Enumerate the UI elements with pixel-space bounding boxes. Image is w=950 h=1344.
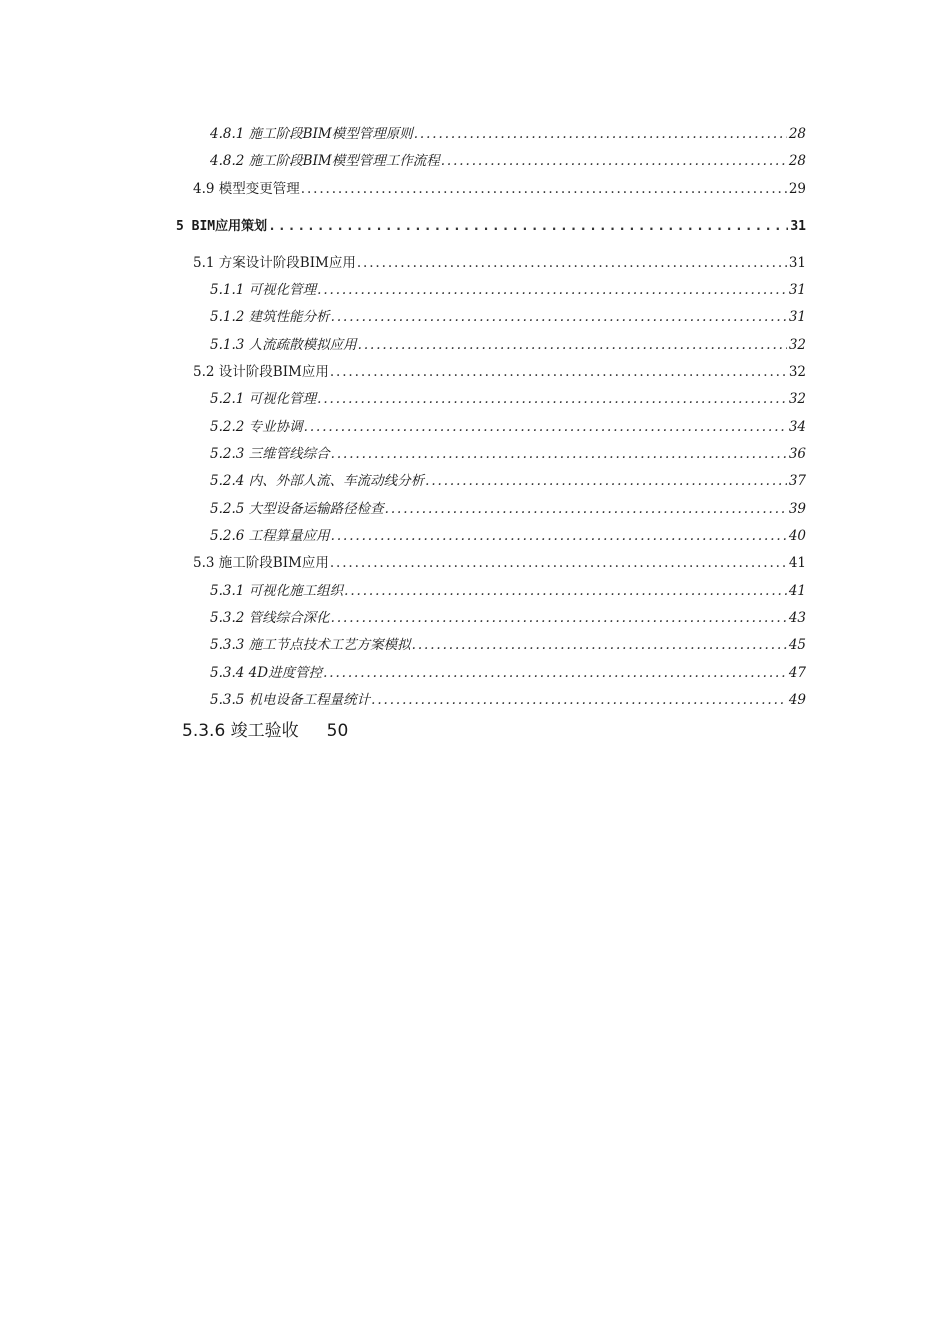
toc-page-number: 39 xyxy=(788,501,806,517)
toc-entry[interactable] xyxy=(210,468,806,495)
toc-entry-title: 4.8.1 施工阶段BIM模型管理原则 xyxy=(210,126,413,142)
toc-dot-leader xyxy=(371,687,787,714)
toc-dot-leader xyxy=(317,386,787,413)
toc-entry[interactable] xyxy=(210,605,806,632)
toc-entry-title: 4.9 模型变更管理 xyxy=(193,181,300,197)
toc-entry[interactable] xyxy=(193,250,806,277)
toc-page-number: 43 xyxy=(788,610,806,626)
toc-page-number: 40 xyxy=(788,528,806,544)
toc-entry-title: 5.1.3 人流疏散模拟应用 xyxy=(210,337,357,353)
toc-entry-title: 5.2.4 内、外部人流、车流动线分析 xyxy=(210,473,425,489)
toc-page-number: 37 xyxy=(788,473,806,489)
toc-dot-leader xyxy=(412,632,787,659)
toc-entry[interactable] xyxy=(210,304,806,331)
toc-entry[interactable] xyxy=(210,414,806,441)
toc-entry-title: 5.2.6 工程算量应用 xyxy=(210,528,330,544)
toc-page-number: 32 xyxy=(788,391,806,407)
toc-dot-leader xyxy=(331,304,787,331)
toc-entry[interactable] xyxy=(193,550,806,577)
toc-entry[interactable] xyxy=(210,660,806,687)
toc-entry[interactable] xyxy=(210,332,806,359)
toc-page-number: 28 xyxy=(788,126,806,142)
toc-entry-title: 竣工验收 xyxy=(230,721,299,741)
toc-dot-leader xyxy=(344,578,787,605)
toc-entry-title: 5.1.1 可视化管理 xyxy=(210,282,317,298)
toc-page-number: 49 xyxy=(788,692,806,708)
toc-entry[interactable] xyxy=(210,441,806,468)
toc-dot-leader xyxy=(304,414,787,441)
toc-dot-leader xyxy=(301,176,787,203)
toc-dot-leader xyxy=(331,441,787,468)
toc-entry[interactable] xyxy=(210,386,806,413)
toc-entry[interactable] xyxy=(210,496,806,523)
toc-entry-title: 5.3.5 机电设备工程量统计 xyxy=(210,692,371,708)
toc-dot-leader xyxy=(425,468,787,495)
toc-dot-leader xyxy=(331,523,787,550)
toc-page-number: 41 xyxy=(788,583,806,599)
toc-entry-title: 5.2.2 专业协调 xyxy=(210,419,303,435)
toc-dot-leader xyxy=(317,277,787,304)
toc-entry-title: 5.3.4 4D进度管控 xyxy=(210,665,323,681)
toc-dot-leader xyxy=(358,332,787,359)
toc-entry-title: 5.3.1 可视化施工组织 xyxy=(210,583,344,599)
toc-page-number: 41 xyxy=(788,555,806,571)
toc-entry-title: 5.2.1 可视化管理 xyxy=(210,391,317,407)
toc-page-number: 28 xyxy=(788,153,806,169)
toc-page-number: 32 xyxy=(788,364,806,380)
toc-dot-leader xyxy=(331,605,787,632)
toc-entry-title: 5.2.5 大型设备运输路径检查 xyxy=(210,501,384,517)
toc-entry-title: 5 BIM应用策划 xyxy=(176,219,268,234)
toc-entry-title: 5.3.2 管线综合深化 xyxy=(210,610,330,626)
toc-page-number: 29 xyxy=(788,181,806,197)
toc-entry[interactable] xyxy=(210,277,806,304)
toc-dot-leader xyxy=(414,121,787,148)
toc-entry-title: 5.2.3 三维管线综合 xyxy=(210,446,330,462)
toc-page-number: 47 xyxy=(788,665,806,681)
toc-entry-number: 5.3.6 xyxy=(182,721,226,741)
toc-dot-leader xyxy=(330,550,787,577)
toc-page-number: 31 xyxy=(790,219,806,234)
toc-dot-leader xyxy=(441,148,787,175)
toc-entry-title: 5.3 施工阶段BIM应用 xyxy=(193,555,329,571)
toc-unformatted-entry[interactable] xyxy=(182,718,348,744)
toc-page-number: 34 xyxy=(788,419,806,435)
toc-dot-leader xyxy=(323,660,787,687)
toc-entry-title: 4.8.2 施工阶段BIM模型管理工作流程 xyxy=(210,153,440,169)
toc-dot-leader xyxy=(330,359,787,386)
toc-chapter-entry[interactable] xyxy=(176,213,806,240)
toc-entry[interactable] xyxy=(210,523,806,550)
toc-dot-leader xyxy=(385,496,787,523)
toc-page-number: 31 xyxy=(788,309,806,325)
toc-entry-title: 5.2 设计阶段BIM应用 xyxy=(193,364,329,380)
toc-page-number: 50 xyxy=(326,721,349,741)
toc-page-number: 32 xyxy=(788,337,806,353)
toc-entry[interactable] xyxy=(193,359,806,386)
toc-dot-leader xyxy=(357,250,787,277)
toc-page-number: 31 xyxy=(788,282,806,298)
toc-entry[interactable] xyxy=(210,632,806,659)
toc-entry-title: 5.3.3 施工节点技术工艺方案模拟 xyxy=(210,637,411,653)
toc-entry[interactable] xyxy=(210,687,806,714)
toc-entry[interactable] xyxy=(210,578,806,605)
toc-dot-leader xyxy=(268,213,788,240)
toc-entry[interactable] xyxy=(210,148,806,175)
toc-entry[interactable] xyxy=(210,121,806,148)
toc-entry-title: 5.1 方案设计阶段BIM应用 xyxy=(193,255,356,271)
toc-page-number: 36 xyxy=(788,446,806,462)
toc-entry[interactable] xyxy=(193,176,806,203)
toc-page-number: 45 xyxy=(788,637,806,653)
toc-entry-title: 5.1.2 建筑性能分析 xyxy=(210,309,330,325)
toc-page-number: 31 xyxy=(788,255,806,271)
